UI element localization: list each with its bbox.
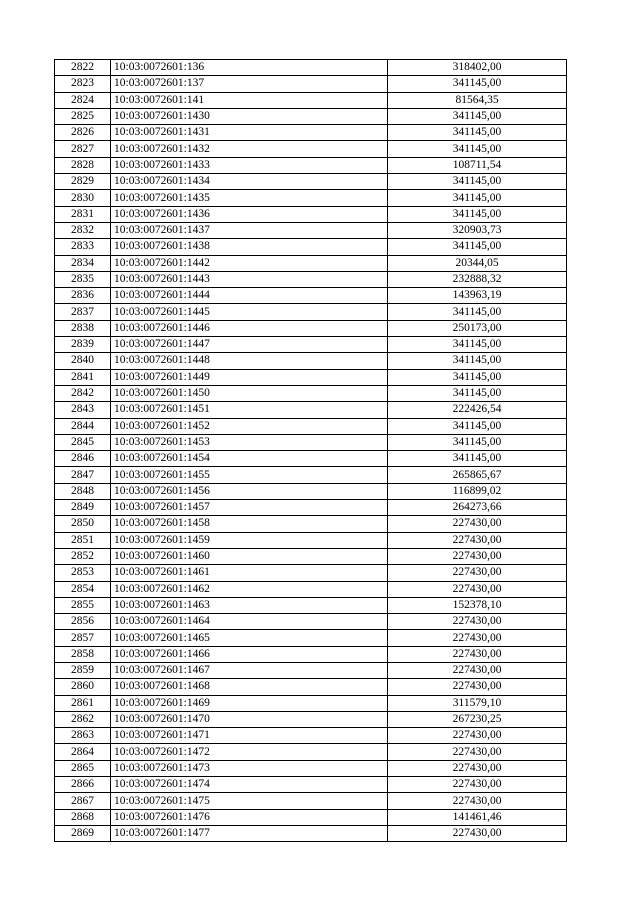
value-cell: 341145,00 [388, 108, 567, 124]
value-cell: 227430,00 [388, 793, 567, 809]
row-number-cell: 2835 [55, 271, 111, 287]
cadastral-number-cell: 10:03:0072601:1453 [111, 434, 388, 450]
value-cell: 341145,00 [388, 190, 567, 206]
row-number-cell: 2828 [55, 157, 111, 173]
value-cell: 227430,00 [388, 581, 567, 597]
cadastral-number-cell: 10:03:0072601:1444 [111, 288, 388, 304]
value-cell: 341145,00 [388, 76, 567, 92]
table-row [55, 304, 567, 320]
row-number-cell: 2846 [55, 451, 111, 467]
value-cell: 318402,00 [388, 60, 567, 76]
table-row [55, 825, 567, 841]
cadastral-number-cell: 10:03:0072601:1464 [111, 614, 388, 630]
table-row [55, 255, 567, 271]
table-row [55, 174, 567, 190]
row-number-cell: 2857 [55, 630, 111, 646]
value-cell: 341145,00 [388, 141, 567, 157]
value-cell: 341145,00 [388, 451, 567, 467]
row-number-cell: 2822 [55, 60, 111, 76]
value-cell: 227430,00 [388, 744, 567, 760]
cadastral-number-cell: 10:03:0072601:1448 [111, 353, 388, 369]
cadastral-number-cell: 10:03:0072601:1450 [111, 385, 388, 401]
table-row [55, 92, 567, 108]
row-number-cell: 2868 [55, 809, 111, 825]
cadastral-number-cell: 10:03:0072601:1462 [111, 581, 388, 597]
table-row [55, 500, 567, 516]
value-cell: 232888,32 [388, 271, 567, 287]
cadastral-number-cell: 10:03:0072601:1456 [111, 483, 388, 499]
value-cell: 81564,35 [388, 92, 567, 108]
cadastral-number-cell: 10:03:0072601:1449 [111, 369, 388, 385]
table-row [55, 597, 567, 613]
table-row [55, 320, 567, 336]
cadastral-number-cell: 10:03:0072601:1454 [111, 451, 388, 467]
row-number-cell: 2842 [55, 385, 111, 401]
cadastral-number-cell: 10:03:0072601:1469 [111, 695, 388, 711]
cadastral-number-cell: 10:03:0072601:1442 [111, 255, 388, 271]
table-row [55, 630, 567, 646]
row-number-cell: 2851 [55, 532, 111, 548]
value-cell: 20344,05 [388, 255, 567, 271]
cadastral-number-cell: 10:03:0072601:1432 [111, 141, 388, 157]
table-row [55, 402, 567, 418]
table-row [55, 353, 567, 369]
row-number-cell: 2837 [55, 304, 111, 320]
cadastral-number-cell: 10:03:0072601:1457 [111, 500, 388, 516]
row-number-cell: 2826 [55, 125, 111, 141]
row-number-cell: 2827 [55, 141, 111, 157]
table-row [55, 271, 567, 287]
row-number-cell: 2847 [55, 467, 111, 483]
cadastral-number-cell: 10:03:0072601:1476 [111, 809, 388, 825]
value-cell: 227430,00 [388, 630, 567, 646]
value-cell: 311579,10 [388, 695, 567, 711]
row-number-cell: 2834 [55, 255, 111, 271]
row-number-cell: 2869 [55, 825, 111, 841]
cadastral-number-cell: 10:03:0072601:1461 [111, 565, 388, 581]
cadastral-number-cell: 10:03:0072601:1430 [111, 108, 388, 124]
value-cell: 141461,46 [388, 809, 567, 825]
cadastral-number-cell: 10:03:0072601:1437 [111, 222, 388, 238]
value-cell: 265865,67 [388, 467, 567, 483]
cadastral-number-cell: 10:03:0072601:1463 [111, 597, 388, 613]
table-row [55, 385, 567, 401]
cadastral-number-cell: 10:03:0072601:1467 [111, 662, 388, 678]
value-cell: 227430,00 [388, 679, 567, 695]
table-row [55, 125, 567, 141]
value-cell: 341145,00 [388, 174, 567, 190]
value-cell: 227430,00 [388, 532, 567, 548]
cadastral-number-cell: 10:03:0072601:137 [111, 76, 388, 92]
value-cell: 227430,00 [388, 728, 567, 744]
table-row [55, 565, 567, 581]
table-row [55, 190, 567, 206]
table-row [55, 451, 567, 467]
value-cell: 250173,00 [388, 320, 567, 336]
row-number-cell: 2840 [55, 353, 111, 369]
table-row [55, 695, 567, 711]
value-cell: 341145,00 [388, 125, 567, 141]
table-row [55, 793, 567, 809]
cadastral-number-cell: 10:03:0072601:1455 [111, 467, 388, 483]
value-cell: 108711,54 [388, 157, 567, 173]
cadastral-number-cell: 10:03:0072601:1431 [111, 125, 388, 141]
cadastral-number-cell: 10:03:0072601:1445 [111, 304, 388, 320]
row-number-cell: 2844 [55, 418, 111, 434]
row-number-cell: 2856 [55, 614, 111, 630]
value-cell: 341145,00 [388, 304, 567, 320]
cadastral-number-cell: 10:03:0072601:1451 [111, 402, 388, 418]
table-row [55, 516, 567, 532]
row-number-cell: 2853 [55, 565, 111, 581]
cadastral-number-cell: 10:03:0072601:1468 [111, 679, 388, 695]
cadastral-number-cell: 10:03:0072601:1458 [111, 516, 388, 532]
table-row [55, 157, 567, 173]
row-number-cell: 2845 [55, 434, 111, 450]
row-number-cell: 2850 [55, 516, 111, 532]
value-cell: 152378,10 [388, 597, 567, 613]
cadastral-number-cell: 10:03:0072601:1447 [111, 337, 388, 353]
value-cell: 341145,00 [388, 418, 567, 434]
cadastral-number-cell: 10:03:0072601:1459 [111, 532, 388, 548]
cadastral-number-cell: 10:03:0072601:1466 [111, 646, 388, 662]
value-cell: 341145,00 [388, 239, 567, 255]
cadastral-number-cell: 10:03:0072601:1465 [111, 630, 388, 646]
table-row [55, 581, 567, 597]
row-number-cell: 2839 [55, 337, 111, 353]
table-row [55, 728, 567, 744]
table-row [55, 108, 567, 124]
table-row [55, 532, 567, 548]
table-row [55, 369, 567, 385]
value-cell: 227430,00 [388, 548, 567, 564]
row-number-cell: 2832 [55, 222, 111, 238]
cadastral-number-cell: 10:03:0072601:1470 [111, 711, 388, 727]
row-number-cell: 2862 [55, 711, 111, 727]
cadastral-number-cell: 10:03:0072601:1438 [111, 239, 388, 255]
value-cell: 320903,73 [388, 222, 567, 238]
value-cell: 227430,00 [388, 777, 567, 793]
row-number-cell: 2823 [55, 76, 111, 92]
cadastral-number-cell: 10:03:0072601:1436 [111, 206, 388, 222]
cadastral-number-cell: 10:03:0072601:1433 [111, 157, 388, 173]
value-cell: 116899,02 [388, 483, 567, 499]
value-cell: 227430,00 [388, 662, 567, 678]
cadastral-number-cell: 10:03:0072601:1435 [111, 190, 388, 206]
cadastral-value-table [54, 59, 567, 842]
row-number-cell: 2867 [55, 793, 111, 809]
table-row [55, 646, 567, 662]
table-row [55, 679, 567, 695]
cadastral-number-cell: 10:03:0072601:1434 [111, 174, 388, 190]
value-cell: 341145,00 [388, 353, 567, 369]
row-number-cell: 2865 [55, 760, 111, 776]
row-number-cell: 2849 [55, 500, 111, 516]
table-row [55, 418, 567, 434]
table-row [55, 662, 567, 678]
row-number-cell: 2860 [55, 679, 111, 695]
row-number-cell: 2861 [55, 695, 111, 711]
table-body [55, 60, 567, 842]
row-number-cell: 2825 [55, 108, 111, 124]
row-number-cell: 2836 [55, 288, 111, 304]
table-row [55, 809, 567, 825]
table-row [55, 288, 567, 304]
row-number-cell: 2824 [55, 92, 111, 108]
value-cell: 227430,00 [388, 565, 567, 581]
row-number-cell: 2848 [55, 483, 111, 499]
value-cell: 227430,00 [388, 614, 567, 630]
value-cell: 264273,66 [388, 500, 567, 516]
table-row [55, 483, 567, 499]
row-number-cell: 2831 [55, 206, 111, 222]
table-row [55, 434, 567, 450]
row-number-cell: 2855 [55, 597, 111, 613]
row-number-cell: 2829 [55, 174, 111, 190]
table-row [55, 141, 567, 157]
value-cell: 341145,00 [388, 369, 567, 385]
cadastral-number-cell: 10:03:0072601:1460 [111, 548, 388, 564]
row-number-cell: 2830 [55, 190, 111, 206]
value-cell: 341145,00 [388, 434, 567, 450]
row-number-cell: 2864 [55, 744, 111, 760]
cadastral-number-cell: 10:03:0072601:136 [111, 60, 388, 76]
table-row [55, 239, 567, 255]
table-row [55, 60, 567, 76]
value-cell: 267230,25 [388, 711, 567, 727]
table-row [55, 777, 567, 793]
table-row [55, 744, 567, 760]
table-row [55, 222, 567, 238]
value-cell: 143963,19 [388, 288, 567, 304]
table-row [55, 760, 567, 776]
row-number-cell: 2854 [55, 581, 111, 597]
cadastral-number-cell: 10:03:0072601:1443 [111, 271, 388, 287]
cadastral-number-cell: 10:03:0072601:1471 [111, 728, 388, 744]
value-cell: 227430,00 [388, 516, 567, 532]
table-row [55, 711, 567, 727]
cadastral-number-cell: 10:03:0072601:1475 [111, 793, 388, 809]
table-row [55, 548, 567, 564]
table-row [55, 337, 567, 353]
cadastral-number-cell: 10:03:0072601:141 [111, 92, 388, 108]
row-number-cell: 2863 [55, 728, 111, 744]
value-cell: 227430,00 [388, 825, 567, 841]
table-row [55, 76, 567, 92]
value-cell: 341145,00 [388, 337, 567, 353]
table-row [55, 206, 567, 222]
row-number-cell: 2859 [55, 662, 111, 678]
cadastral-number-cell: 10:03:0072601:1473 [111, 760, 388, 776]
row-number-cell: 2841 [55, 369, 111, 385]
row-number-cell: 2833 [55, 239, 111, 255]
cadastral-number-cell: 10:03:0072601:1446 [111, 320, 388, 336]
row-number-cell: 2838 [55, 320, 111, 336]
table-row [55, 467, 567, 483]
row-number-cell: 2852 [55, 548, 111, 564]
table-row [55, 614, 567, 630]
value-cell: 341145,00 [388, 385, 567, 401]
row-number-cell: 2866 [55, 777, 111, 793]
cadastral-number-cell: 10:03:0072601:1474 [111, 777, 388, 793]
value-cell: 227430,00 [388, 760, 567, 776]
row-number-cell: 2858 [55, 646, 111, 662]
value-cell: 227430,00 [388, 646, 567, 662]
value-cell: 222426,54 [388, 402, 567, 418]
value-cell: 341145,00 [388, 206, 567, 222]
cadastral-number-cell: 10:03:0072601:1472 [111, 744, 388, 760]
row-number-cell: 2843 [55, 402, 111, 418]
cadastral-number-cell: 10:03:0072601:1477 [111, 825, 388, 841]
cadastral-number-cell: 10:03:0072601:1452 [111, 418, 388, 434]
